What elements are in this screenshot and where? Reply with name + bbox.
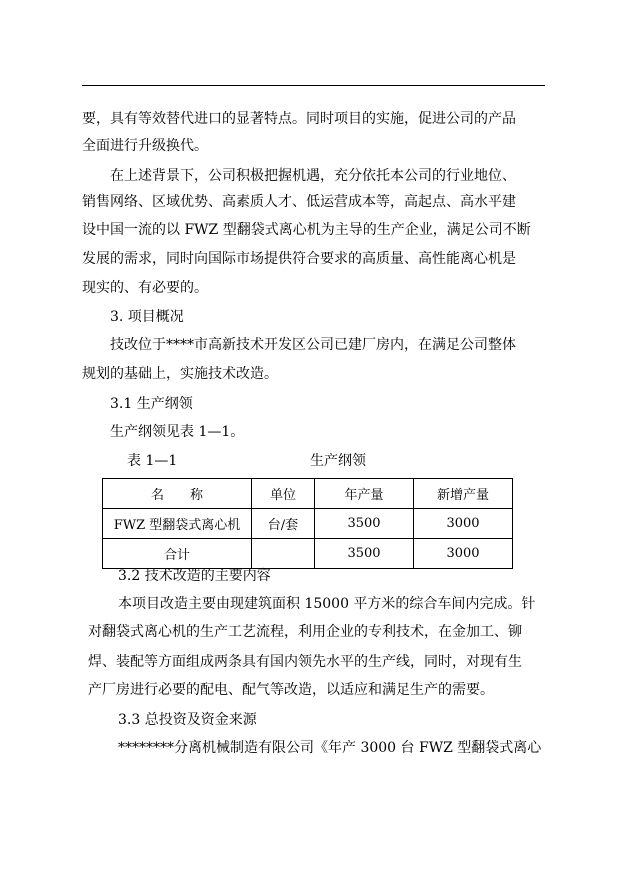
table-header-cell: 新增产量: [414, 479, 513, 509]
paragraph-line: 焊、装配等方面组成两条具有国内领先水平的生产线，同时，对现有生: [88, 654, 522, 670]
table-title: 生产纲领: [310, 453, 366, 469]
paragraph-line: 本项目改造主要由现建筑面积 15000 平方米的综合车间内完成。针: [118, 596, 536, 612]
paragraph-line: 技改位于****市高新技术开发区公司已建厂房内，在满足公司整体: [110, 337, 516, 353]
table-header-row: [103, 479, 513, 509]
table-header-cell: 单位: [252, 479, 315, 509]
paragraph-line: 对翻袋式离心机的生产工艺流程，利用企业的专利技术，在金加工、铆: [88, 624, 522, 640]
paragraph-line: 全面进行升级换代。: [82, 138, 208, 154]
table-cell: 3000: [414, 509, 513, 539]
header-rule: [82, 85, 545, 86]
section-heading: 3. 项目概况: [110, 309, 184, 325]
table-cell: 合计: [103, 539, 252, 569]
paragraph-line: 规划的基础上，实施技术改造。: [82, 366, 278, 382]
paragraph-line: 销售网络、区域优势、高素质人才、低运营成本等，高起点、高水平建: [82, 194, 516, 210]
section-heading: 3.1 生产纲领: [110, 396, 193, 412]
paragraph-line: 要，具有等效替代进口的显著特点。同时项目的实施，促进公司的产品: [82, 111, 516, 127]
paragraph-line: 现实的、有必要的。: [82, 280, 208, 296]
paragraph-line: 产厂房进行必要的配电、配气等改造，以适应和满足生产的需要。: [88, 682, 494, 698]
table-cell: 台/套: [252, 509, 315, 539]
table-cell: 3500: [315, 539, 414, 569]
table-row: [103, 539, 513, 569]
paragraph-line: 设中国一流的以 FWZ 型翻袋式离心机为主导的生产企业，满足公司不断: [82, 222, 531, 238]
paragraph-line: 生产纲领见表 1—1。: [110, 424, 245, 440]
production-table: [102, 478, 513, 569]
paragraph-line: 发展的需求，同时向国际市场提供符合要求的高质量、高性能离心机是: [82, 251, 516, 267]
table-header-cell: 年产量: [315, 479, 414, 509]
table-row: [103, 509, 513, 539]
table-cell: FWZ 型翻袋式离心机: [103, 509, 252, 539]
table-cell: 3500: [315, 509, 414, 539]
table-cell: [252, 539, 315, 569]
table-cell: 3000: [414, 539, 513, 569]
section-heading: 3.3 总投资及资金来源: [118, 712, 257, 728]
paragraph-line: ********分离机械制造有限公司《年产 3000 台 FWZ 型翻袋式离心: [118, 740, 542, 756]
table-header-cell: 名 称: [103, 479, 252, 509]
section-heading: 3.2 技术改造的主要内容: [118, 568, 271, 584]
table-label: 表 1—1: [127, 453, 178, 469]
paragraph-line: 在上述背景下，公司积极把握机遇，充分依托本公司的行业地位、: [110, 168, 516, 184]
